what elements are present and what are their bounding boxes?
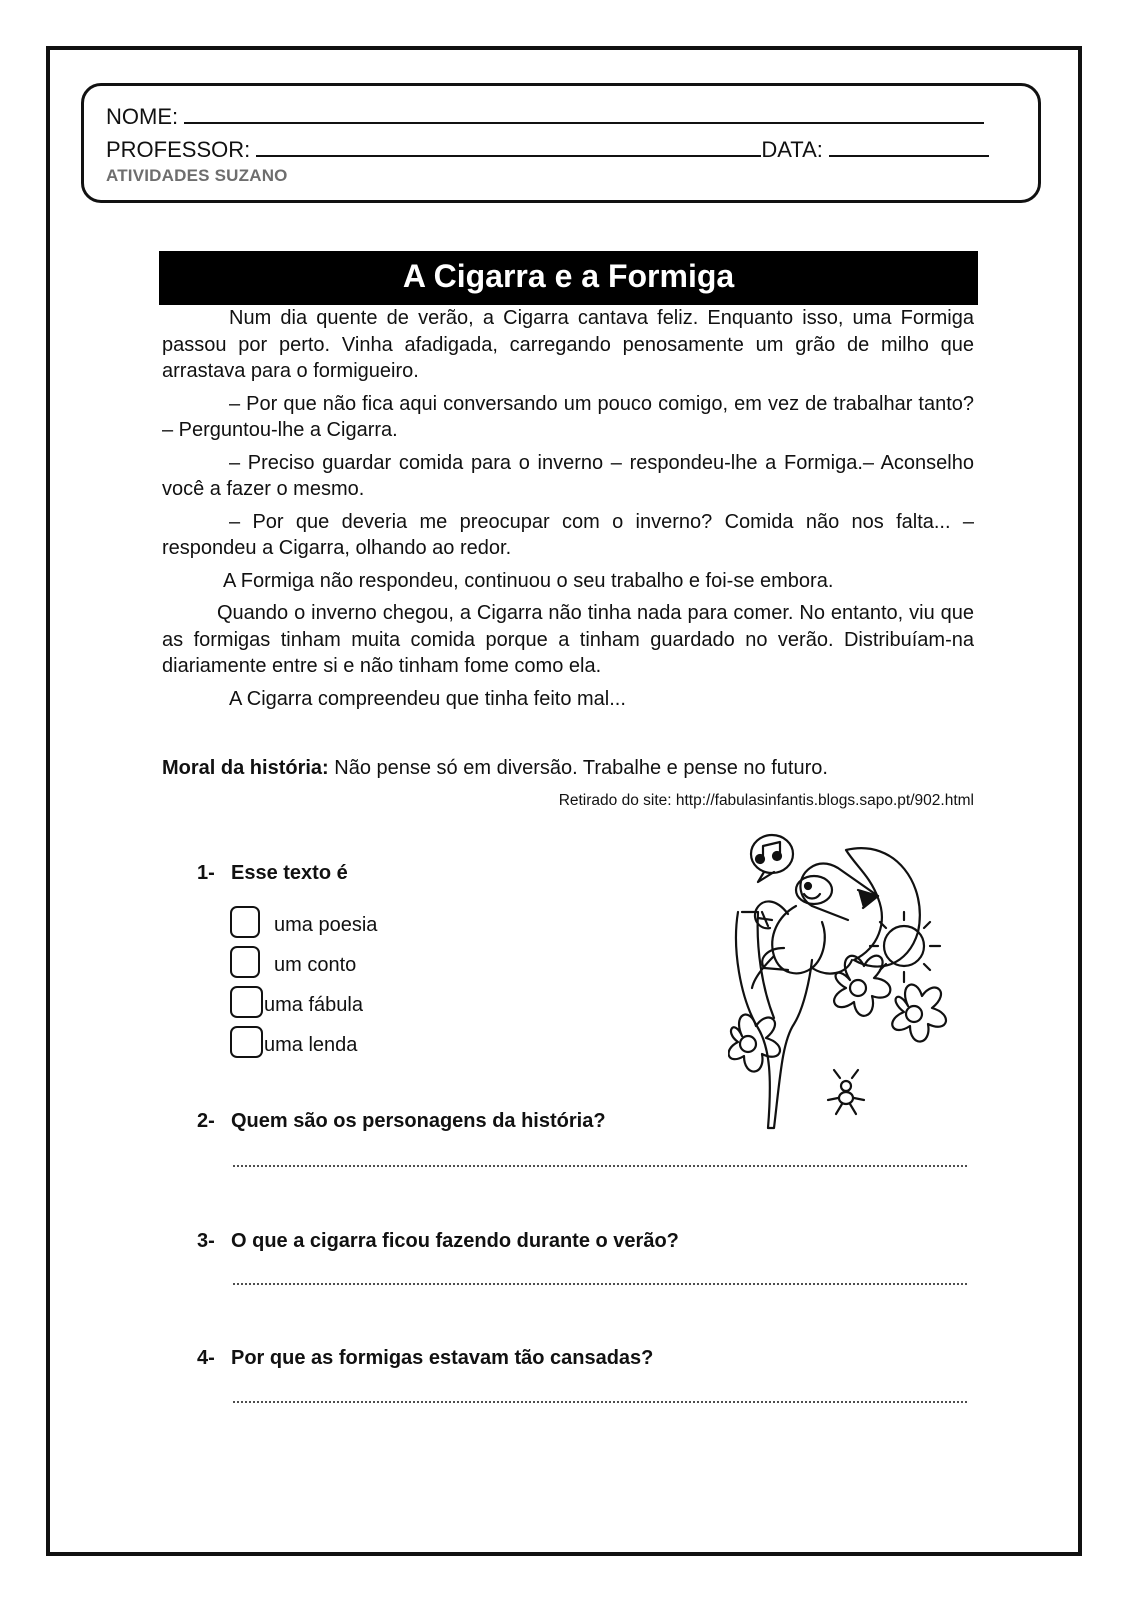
story-paragraph: – Por que deveria me preocupar com o inverno? Comida não nos falta... – respondeu a Cigarra, olhando ao redor. <box>162 510 974 559</box>
date-field[interactable] <box>829 133 989 157</box>
question-text: Quem são os personagens da história? <box>231 1110 606 1132</box>
question-4 <box>197 1347 653 1370</box>
answer-line[interactable] <box>232 1400 968 1404</box>
moon-icon <box>846 848 920 966</box>
option-label: uma lenda <box>264 1034 358 1056</box>
option-label: uma poesia <box>274 914 378 936</box>
checkbox[interactable] <box>230 906 260 938</box>
moral-line <box>162 757 828 780</box>
option-label: um conto <box>274 954 357 976</box>
story-paragraph: A Cigarra compreendeu que tinha feito mal... <box>229 687 626 710</box>
checkbox[interactable] <box>230 986 263 1018</box>
name-field[interactable] <box>184 100 984 124</box>
story-title: A Cigarra e a Formiga <box>159 251 978 305</box>
credit-text: ATIVIDADES SUZANO <box>106 166 288 185</box>
option-label: uma fábula <box>264 994 363 1016</box>
story-paragraph: – Por que não fica aqui conversando um pouco comigo, em vez de trabalhar tanto? – Perguntou-lhe a Cigarra. <box>162 392 974 441</box>
question-1 <box>197 862 348 885</box>
question-2 <box>197 1110 606 1133</box>
question-number: 4- <box>197 1347 215 1369</box>
question-3 <box>197 1230 679 1253</box>
music-note-bubble-icon <box>751 835 793 882</box>
student-info-header <box>81 83 1041 203</box>
story-paragraph: – Preciso guardar comida para o inverno – respondeu-lhe a Formiga.– Aconselho você a fazer o mesmo. <box>162 451 974 500</box>
story-paragraph: A Formiga não respondeu, continuou o seu trabalho e foi-se embora. <box>223 569 834 592</box>
date-label: DATA: <box>761 137 823 162</box>
moral-text: Não pense só em diversão. Trabalhe e pense no futuro. <box>334 757 828 779</box>
answer-line[interactable] <box>232 1282 968 1286</box>
teacher-field[interactable] <box>256 133 761 157</box>
question-number: 1- <box>197 862 215 884</box>
story-paragraph: Quando o inverno chegou, a Cigarra não tinha nada para comer. No entanto, viu que as formigas tinham muita comida porque a tinham guardado no verão. Distribuíam-na diariamente entre si e não tinham fome como ela. <box>162 602 974 677</box>
question-number: 3- <box>197 1230 215 1252</box>
teacher-label: PROFESSOR: <box>106 137 251 162</box>
moral-label: Moral da história: <box>162 757 329 779</box>
answer-line[interactable] <box>232 1164 968 1168</box>
question-text: O que a cigarra ficou fazendo durante o verão? <box>231 1230 679 1252</box>
teacher-date-line <box>106 133 989 163</box>
name-label: NOME: <box>106 104 179 129</box>
story-paragraph: Num dia quente de verão, a Cigarra cantava feliz. Enquanto isso, uma Formiga passou por perto. Vinha afadigada, carregando penosamente um grão de milho que arrastava para o formigueiro. <box>162 307 974 382</box>
ant-icon <box>828 1070 864 1114</box>
cicada-illustration <box>728 828 990 1138</box>
question-number: 2- <box>197 1110 215 1132</box>
story-text <box>162 305 974 718</box>
name-line <box>106 100 984 130</box>
source-citation: Retirado do site: http://fabulasinfantis.blogs.sapo.pt/902.html <box>558 792 974 809</box>
checkbox[interactable] <box>230 946 260 978</box>
question-text: Por que as formigas estavam tão cansadas? <box>231 1347 654 1369</box>
question-text: Esse texto é <box>231 862 348 884</box>
checkbox[interactable] <box>230 1026 263 1058</box>
cicada-icon <box>752 864 878 989</box>
